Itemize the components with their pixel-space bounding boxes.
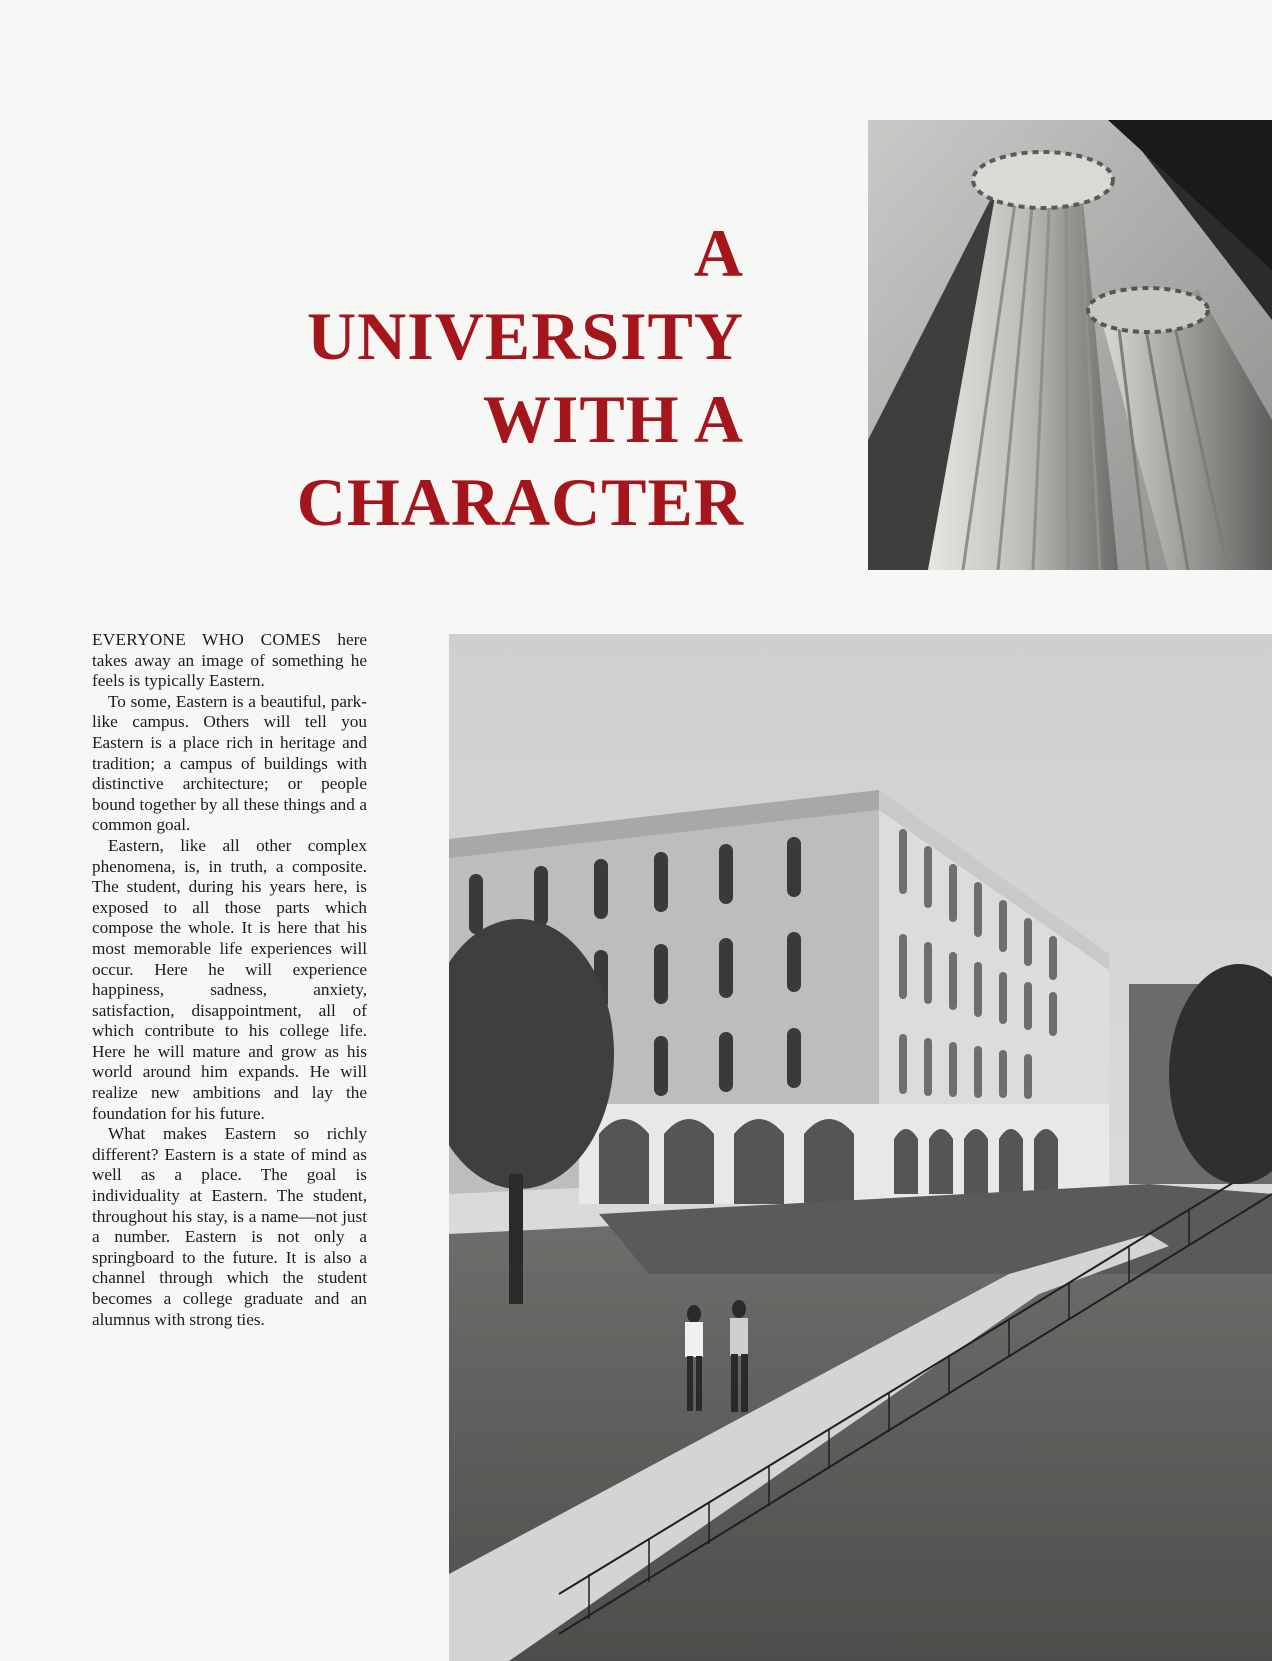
paragraph-1-text: here takes away an image of something he feels is typically Eastern. xyxy=(92,630,368,691)
title-line-1: A xyxy=(693,215,744,291)
title-line-3: WITH A xyxy=(482,381,744,457)
building-photo xyxy=(449,634,1272,1661)
lead-caps: EVERYONE WHO COMES xyxy=(92,630,322,649)
paragraph-1 xyxy=(92,630,367,692)
paragraph-3: Eastern, like all other complex phenomena, is, in truth, a composite. The student, during his years here, is exposed to all those parts which compose the whole. It is here that his most memorable life experiences will occur. Here he will experience happiness, sadness, anxiety, satisfaction, disappointment, all of which contribute to his college life. Here he will mature and grow as his world around him expands. He will realize new ambitions and lay the foundation for his future. xyxy=(92,835,367,1123)
title-line-2: UNIVERSITY xyxy=(307,298,744,374)
title-line-4: CHARACTER xyxy=(296,464,744,540)
paragraph-4: What makes Eastern so richly different? Eastern is a state of mind as well as a place. The goal is individuality at Eastern. The student, throughout his stay, is a name—not just a number. Eastern is not only a springboard to the future. It is also a channel through which the student becomes a college graduate and an alumnus with strong ties. xyxy=(92,1124,367,1329)
columns-photo xyxy=(868,120,1272,570)
paragraph-2: To some, Eastern is a beautiful, park-like campus. Others will tell you Eastern is a place rich in heritage and tradition; a campus of buildings with distinctive architecture; or people bound together by all these things and a common goal. xyxy=(92,691,367,835)
article-body xyxy=(92,630,367,1330)
page-title xyxy=(184,212,744,544)
